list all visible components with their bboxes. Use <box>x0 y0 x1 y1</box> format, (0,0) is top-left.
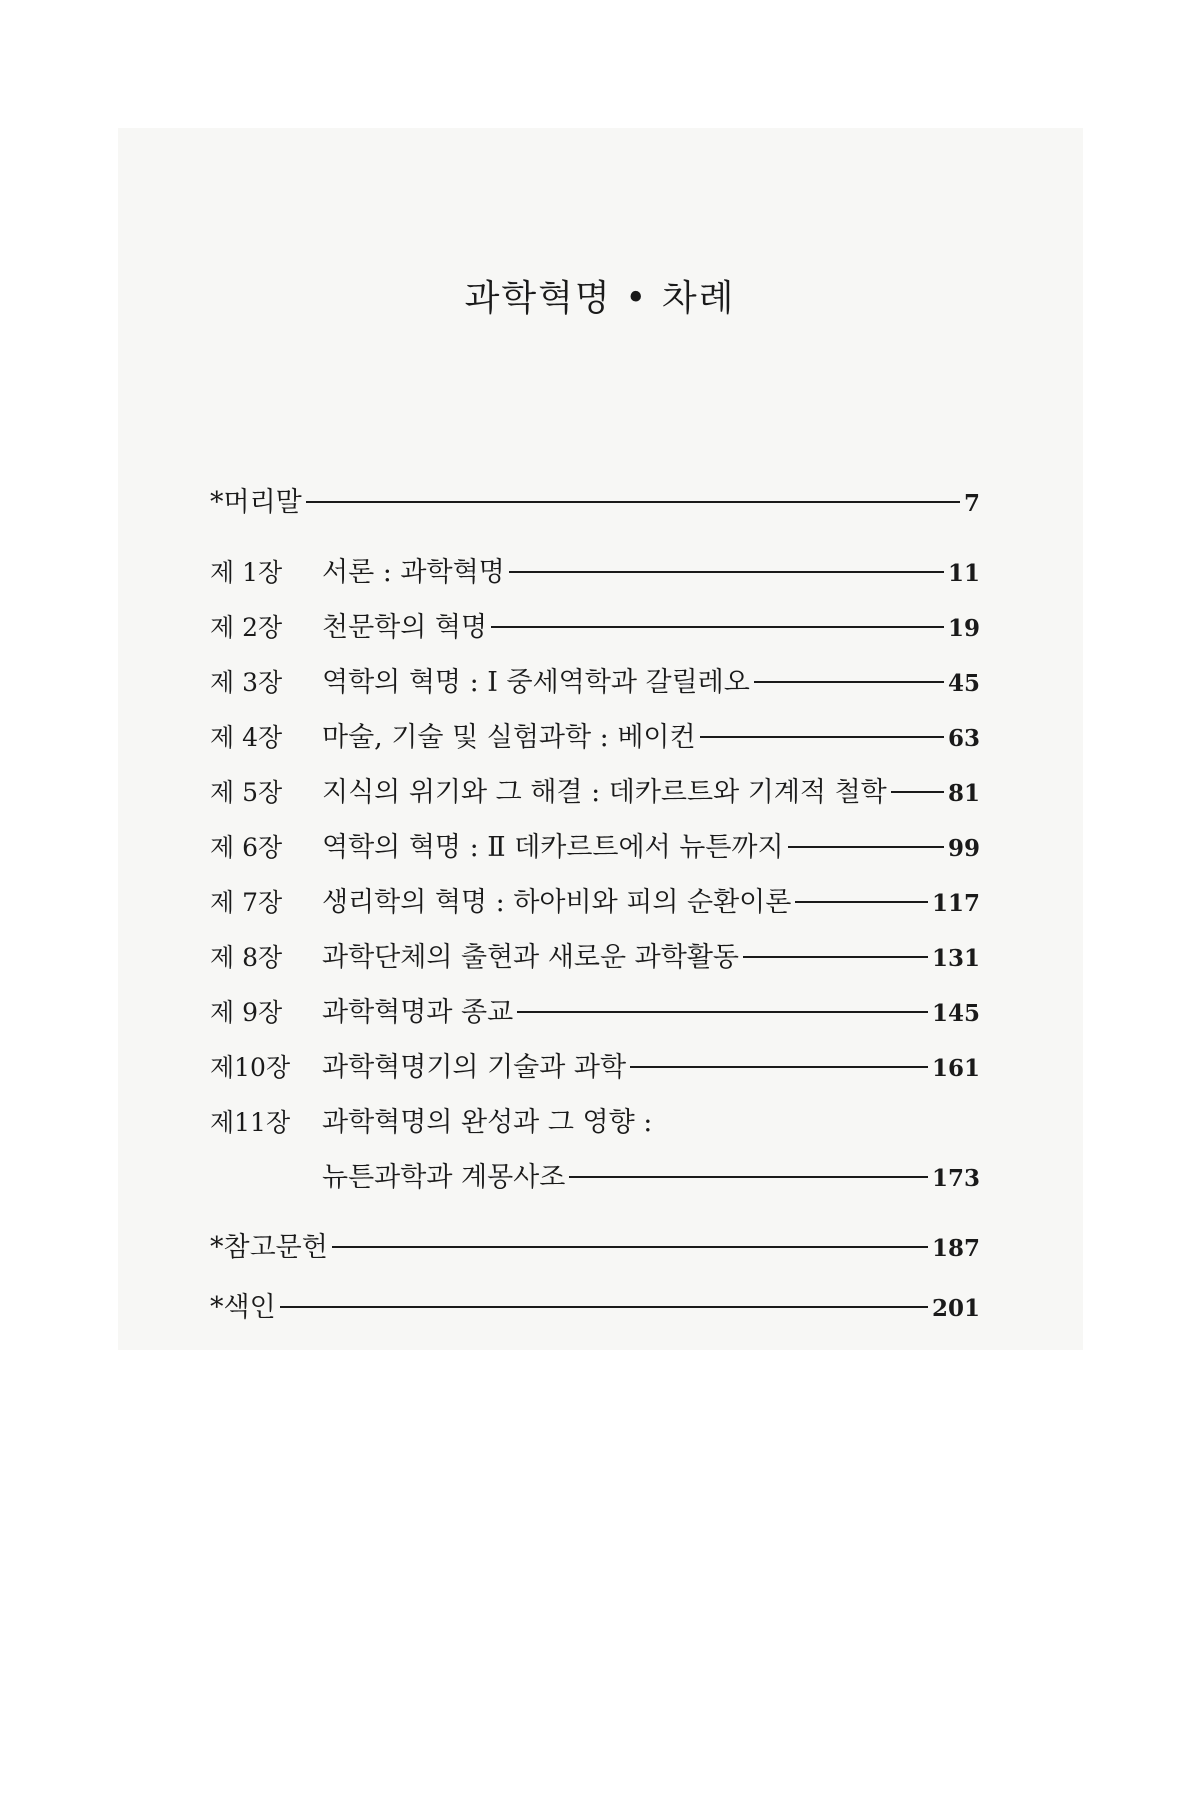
leader-line <box>795 901 928 903</box>
toc-entry-chapter-11-continued[interactable] <box>210 1155 980 1195</box>
toc-entry-text: 과학단체의 출현과 새로운 과학활동 <box>322 942 739 973</box>
toc-page-number: 7 <box>963 490 980 517</box>
toc-entry-text: 지식의 위기와 그 해결 : 데카르트와 기계적 철학 <box>322 777 887 808</box>
leader-line <box>788 846 944 848</box>
toc-entry-chapter-2[interactable] <box>210 605 980 645</box>
leader-line <box>491 626 944 628</box>
leader-line <box>280 1306 928 1308</box>
chapter-label: 제 4장 <box>210 723 283 752</box>
toc-entry-chapter-4[interactable] <box>210 715 980 755</box>
toc-page-number: 187 <box>931 1235 980 1262</box>
toc-entry-chapter-1[interactable] <box>210 550 980 590</box>
toc-entry-bibliography[interactable] <box>210 1225 980 1265</box>
toc-entry-chapter-9[interactable] <box>210 990 980 1030</box>
toc-page-number: 161 <box>931 1055 980 1082</box>
toc-page-number: 81 <box>947 780 980 807</box>
chapter-label: 제10장 <box>210 1053 291 1082</box>
toc-entry-chapter-10[interactable] <box>210 1045 980 1085</box>
chapter-label: 제 7장 <box>210 888 283 917</box>
toc-page-number: 201 <box>931 1295 980 1322</box>
toc-entry-text: *머리말 <box>210 487 302 518</box>
leader-line <box>754 681 944 683</box>
toc-entry-text: 뉴튼과학과 계몽사조 <box>322 1162 566 1193</box>
toc-entry-chapter-11[interactable] <box>210 1100 980 1140</box>
leader-line <box>517 1011 928 1013</box>
toc-page-number: 99 <box>947 835 980 862</box>
leader-line <box>743 956 928 958</box>
chapter-label: 제 1장 <box>210 558 283 587</box>
chapter-label: 제 5장 <box>210 778 283 807</box>
toc-page-number: 173 <box>931 1165 980 1192</box>
toc-entry-text: *색인 <box>210 1292 276 1323</box>
page-title: 과학혁명 • 차례 <box>464 278 736 319</box>
toc-entry-chapter-5[interactable] <box>210 770 980 810</box>
toc-entry-text: 서론 : 과학혁명 <box>322 557 505 588</box>
chapter-label: 제 2장 <box>210 613 283 642</box>
toc-page-number: 117 <box>931 890 980 917</box>
toc-entry-text: 마술, 기술 및 실험과학 : 베이컨 <box>322 722 696 753</box>
toc-page-number: 63 <box>947 725 980 752</box>
toc-entry-chapter-8[interactable] <box>210 935 980 975</box>
toc-entry-text: 과학혁명기의 기술과 과학 <box>322 1052 627 1083</box>
chapter-label: 제 6장 <box>210 833 283 862</box>
toc-entry-chapter-7[interactable] <box>210 880 980 920</box>
toc-entry-text: 과학혁명과 종교 <box>322 997 514 1028</box>
leader-line <box>569 1176 928 1178</box>
toc-page-number: 19 <box>947 615 980 642</box>
toc-entry-text: 역학의 혁명 : Ⅱ 데카르트에서 뉴튼까지 <box>322 832 784 863</box>
toc-entry-text: 역학의 혁명 : I 중세역학과 갈릴레오 <box>322 667 750 698</box>
chapter-label: 제11장 <box>210 1108 291 1137</box>
toc-entry-text: *참고문헌 <box>210 1232 328 1263</box>
toc-entry-chapter-6[interactable] <box>210 825 980 865</box>
toc-entry-index[interactable] <box>210 1285 980 1325</box>
toc-entry-text: 생리학의 혁명 : 하아비와 피의 순환이론 <box>322 887 792 918</box>
leader-line <box>700 736 944 738</box>
chapter-label: 제 8장 <box>210 943 283 972</box>
toc-page-number: 11 <box>947 560 980 587</box>
chapter-label: 제 3장 <box>210 668 283 697</box>
toc-entry-text: 천문학의 혁명 <box>322 612 488 643</box>
leader-line <box>630 1066 928 1068</box>
toc-page-number: 145 <box>931 1000 980 1027</box>
chapter-label: 제 9장 <box>210 998 283 1027</box>
leader-line <box>891 791 944 793</box>
toc-entry-chapter-3[interactable] <box>210 660 980 700</box>
leader-line <box>306 501 960 503</box>
toc-page-number: 45 <box>947 670 980 697</box>
toc-entry-preface[interactable] <box>210 480 980 520</box>
leader-line <box>332 1246 928 1248</box>
toc-entry-text: 과학혁명의 완성과 그 영향 : <box>322 1107 653 1138</box>
toc-page-number: 131 <box>931 945 980 972</box>
leader-line <box>509 571 944 573</box>
